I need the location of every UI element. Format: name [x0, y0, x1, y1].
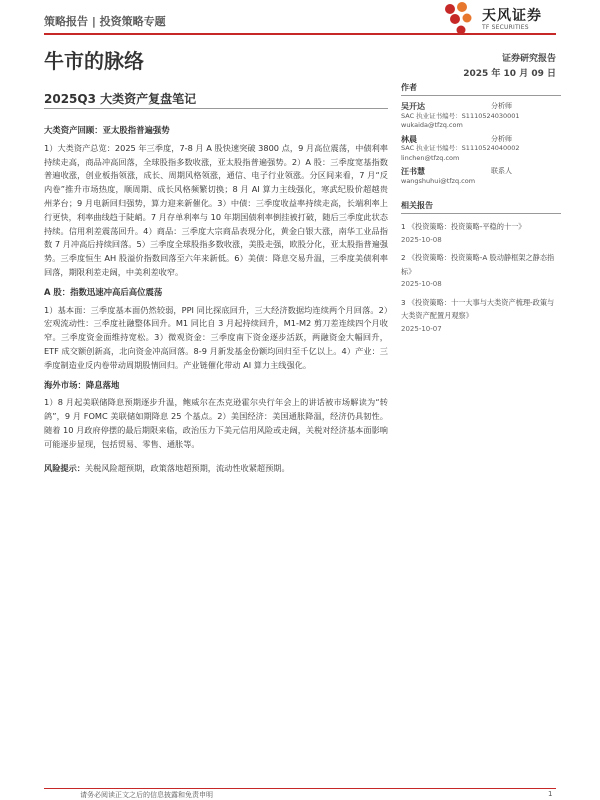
- related-heading: 相关报告: [401, 200, 561, 214]
- page-number: 1: [548, 790, 553, 798]
- authors-heading: 作者: [401, 82, 561, 96]
- header-divider: [44, 33, 556, 35]
- risk-warning: [44, 462, 388, 476]
- author-role: 分析师: [491, 102, 512, 110]
- author-email[interactable]: wukaida@tfzq.com: [401, 121, 463, 129]
- related-report-title[interactable]: 1 《投资策略：投资策略-平稳的十一》: [401, 222, 526, 231]
- author-cert: SAC 执业证书编号：S1110524040002: [401, 144, 520, 152]
- report-title: 牛市的脉络: [44, 49, 144, 73]
- subtitle-divider: [44, 108, 388, 109]
- section-heading: A 股：指数迅速冲高后高位震荡: [44, 286, 163, 297]
- sidebar: [401, 82, 561, 340]
- author-entry: [401, 135, 561, 164]
- author-name: 汪书慧: [401, 167, 425, 176]
- footer-divider: [44, 788, 556, 789]
- risk-text: 关税风险超预期，政策落地超预期，流动性收紧超预期。: [84, 462, 290, 473]
- section-paragraph: 1）大类资产总览：2025 年三季度，7-8 月 A 股快速突破 3800 点，9 月高位震荡，中债利率持续走高，商品冲高回落，全球股指多数收涨，亚太股指普遍强势。2）A 股：三季度宽基指数普遍收涨，创业板指领涨，成长、周期风格领涨，通信、电子行业领涨。分区间来看，7 月“反内卷”推升市场热度，顺周期、成长风格频繁切换；8 月 AI 算力主线强化，寒武纪股价超越贵州茅台；9 月电新回归强势，算力迎来新催化。3）中债：三季度收益率持续走高，长端利率上行更快，利率曲线趋于陡峭。7 月存单利率与 10 年期国债利率倒挂被打破，随后三季度此状态持续。信用利差震荡回升。4）商品：三季度大宗商品表现分化，黄金白银大涨，南华工业品指数 7 月冲高后持续回落。5）三季度全球股指多数收涨，美股走强，欧股分化，亚太股指普遍强势。三季度恒生 AH 股溢价指数回落至六年来新低。6）美债：降息交易升温，三季度美债利率回落，期限利差走阔，中美利差收窄。: [44, 142, 388, 277]
- logo-text: 天风证券: [482, 8, 542, 24]
- report-date: 2025 年 10 月 09 日: [463, 69, 556, 79]
- author-entry: [401, 102, 561, 131]
- related-report-title[interactable]: 3 《投资策略：十一大事与大类资产梳理-政策与大类资产配置月观察》: [401, 297, 555, 320]
- author-role: 分析师: [491, 134, 512, 143]
- section-paragraph: 1）基本面：三季度基本面仍然较弱，PPI 同比探底回升，三大经济数据均连续两个月回落。2）宏观流动性：三季度社融整体回升。M1 同比自 3 月起持续回升，M1-M2 剪刀差连续四个月收窄。三季度资金面维持宽松。3）微观资金：三季度南下资金逐步活跃，两融资金大幅回升，ETF 成交额创新高，北向资金冲高回落。8-9 月新发基金份额均回归至千亿以上。4）产业：三季度制造业反内卷带动周期股情回归。产业链催化带动 AI 算力主线强化。: [44, 304, 388, 370]
- related-report-date: 2025-10-08: [401, 235, 442, 244]
- author-email[interactable]: wangshuhui@tfzq.com: [401, 176, 476, 185]
- related-report-item[interactable]: [401, 220, 561, 247]
- section-paragraph: 1）8 月起美联储降息预期逐步升温，鲍威尔在杰克逊霍尔央行年会上的讲话被市场解读为“转鸽”，9 月 FOMC 美联储如期降息 25 个基点。2）美国经济：美国通胀降温，经济仍具韧性。随着 10 月政府停摆的最后期限来临，政治压力下美元信用风险或走阔，关税对经济基本面影响可能逐步显现，包括贸易、零售、通胀等。: [44, 397, 388, 449]
- related-reports: [401, 200, 561, 336]
- related-report-item[interactable]: [401, 251, 561, 292]
- author-entry: [401, 167, 561, 186]
- related-report-date: 2025-10-07: [401, 324, 442, 333]
- section-heading: 海外市场：降息落地: [44, 379, 120, 390]
- author-role: 联系人: [491, 167, 512, 175]
- report-body: [44, 120, 388, 481]
- footer-disclaimer: 请务必阅读正文之后的信息披露和免责申明: [80, 791, 213, 799]
- author-email[interactable]: linchen@tfzq.com: [401, 153, 460, 162]
- logo-subtext: TF SECURITIES: [482, 24, 529, 31]
- report-type: 证券研究报告: [501, 54, 556, 64]
- author-cert: SAC 执业证书编号：S1110524030001: [401, 111, 520, 120]
- related-report-item[interactable]: [401, 296, 561, 337]
- section-heading: 大类资产回顾：亚太股指普遍强势: [44, 125, 170, 135]
- author-name: 吴开达: [401, 102, 425, 111]
- related-report-title[interactable]: 2 《投资策略：投资策略-A 股动静框架之静态指标》: [401, 253, 555, 276]
- logo-petals-icon: [442, 2, 478, 36]
- risk-label: 风险提示：: [44, 462, 85, 473]
- header-breadcrumb: 策略报告 | 投资策略专题: [44, 15, 166, 28]
- author-name: 林晨: [401, 134, 417, 144]
- related-report-date: 2025-10-08: [401, 280, 442, 288]
- report-subtitle: 2025Q3 大类资产复盘笔记: [44, 92, 197, 106]
